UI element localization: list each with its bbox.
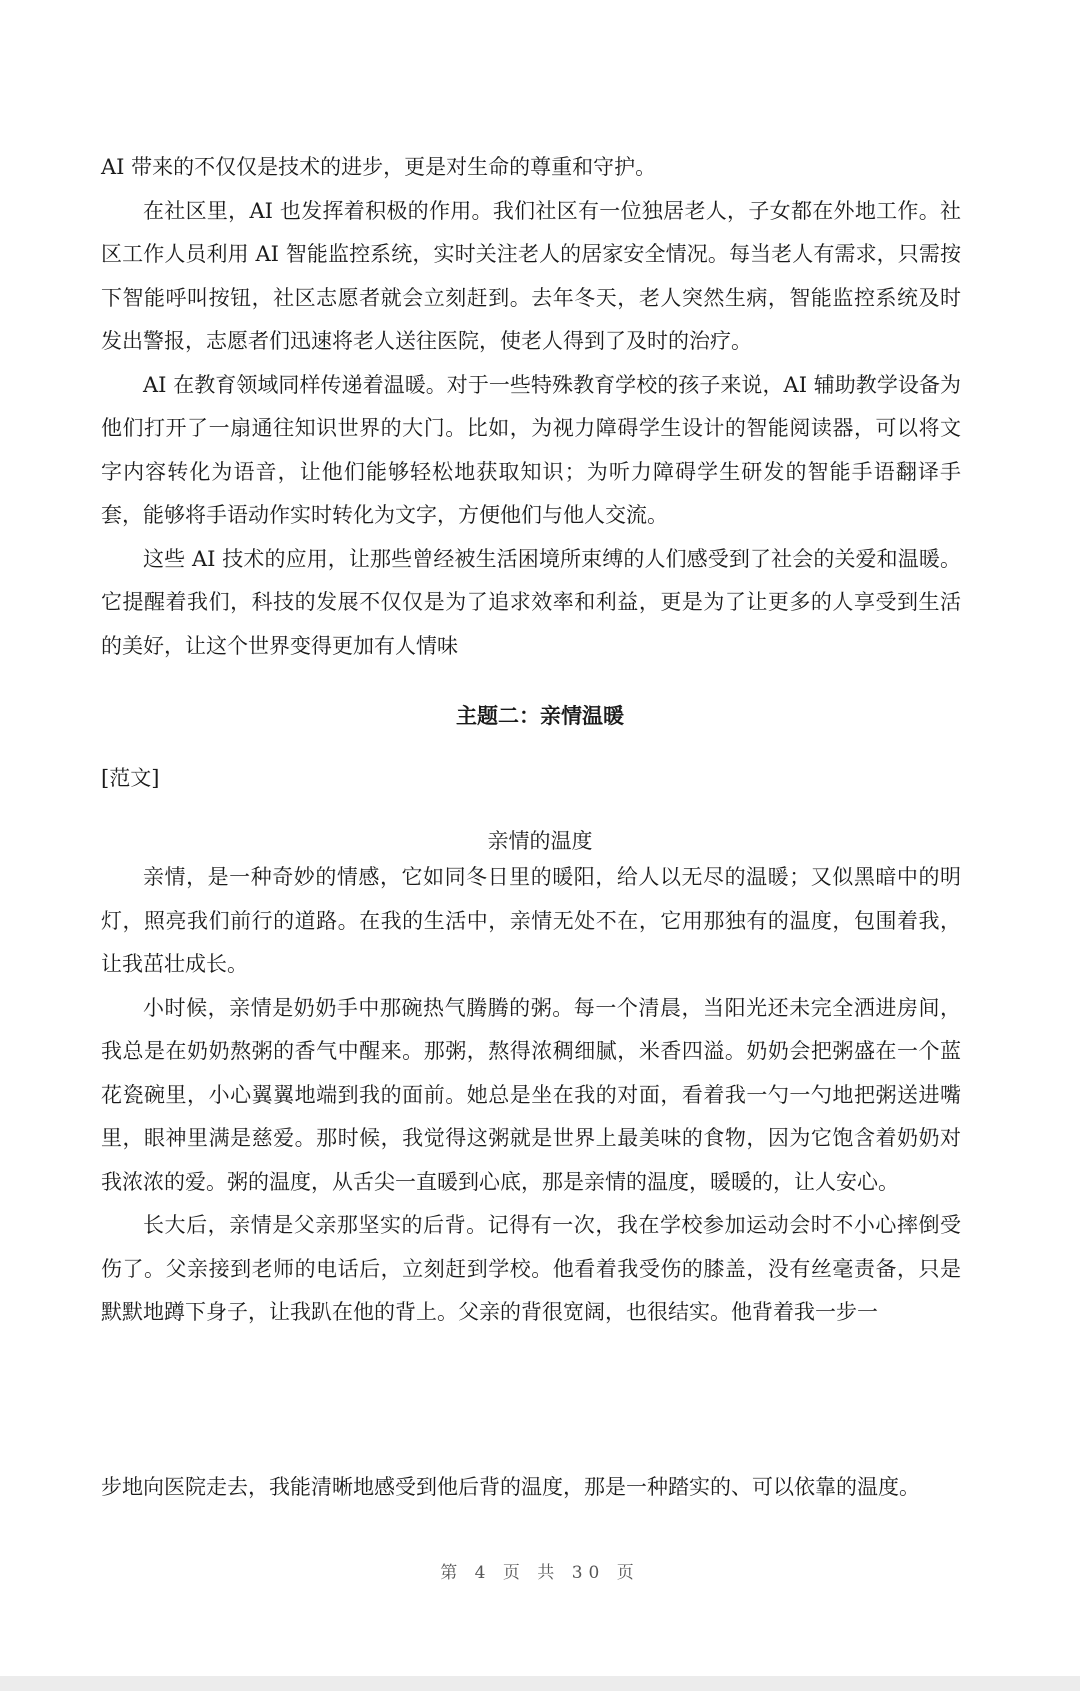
paragraph: AI 带来的不仅仅是技术的进步，更是对生命的尊重和守护。 — [101, 155, 657, 179]
sample-label: [范文] — [101, 766, 160, 790]
essay-body — [101, 856, 961, 1335]
paragraph: 在社区里，AI 也发挥着积极的作用。我们社区有一位独居老人，子女都在外地工作。社区工作人员利用 AI 智能监控系统，实时关注老人的居家安全情况。每当老人有需求，只需按下智能呼叫按钮，社区志愿者就会立刻赶到。去年冬天，老人突然生病，智能监控系统及时发出警报，志愿者们迅速将老人送往医院，使老人得到了及时的治疗。 — [101, 198, 961, 353]
paragraph: AI 在教育领域同样传递着温暖。对于一些特殊教育学校的孩子来说，AI 辅助教学设备为他们打开了一扇通往知识世界的大门。比如，为视力障碍学生设计的智能阅读器，可以将文字内容转化为语音，让他们能够轻松地获取知识；为听力障碍学生研发的智能手语翻译手套，能够将手语动作实时转化为文字，方便他们与他人交流。 — [101, 372, 961, 527]
paragraph: 这些 AI 技术的应用，让那些曾经被生活困境所束缚的人们感受到了社会的关爱和温暖。它提醒着我们，科技的发展不仅仅是为了追求效率和利益，更是为了让更多的人享受到生活的美好，让这个世界变得更加有人情味 — [101, 546, 961, 658]
body-text-top — [101, 146, 961, 668]
section-heading: 主题二：亲情温暖 — [456, 704, 624, 728]
essay-title: 亲情的温度 — [487, 829, 593, 853]
paragraph: 长大后，亲情是父亲那坚实的后背。记得有一次，我在学校参加运动会时不小心摔倒受伤了。父亲接到老师的电话后，立刻赶到学校。他看着我受伤的膝盖，没有丝毫责备，只是默默地蹲下身子，让我趴在他的背上。父亲的背很宽阔，也很结实。他背着我一步一 — [101, 1213, 961, 1324]
paragraph: 亲情，是一种奇妙的情感，它如同冬日里的暖阳，给人以无尽的温暖；又似黑暗中的明灯，照亮我们前行的道路。在我的生活中，亲情无处不在，它用那独有的温度，包围着我，让我茁壮成长。 — [101, 865, 961, 976]
page-number-footer: 第 4 页 共 30 页 — [440, 1563, 640, 1583]
paragraph: 步地向医院走去，我能清晰地感受到他后背的温度，那是一种踏实的、可以依靠的温度。 — [101, 1475, 920, 1499]
continued-text — [101, 1466, 961, 1510]
paragraph: 小时候，亲情是奶奶手中那碗热气腾腾的粥。每一个清晨，当阳光还未完全洒进房间，我总是在奶奶熬粥的香气中醒来。那粥，熬得浓稠细腻，米香四溢。奶奶会把粥盛在一个蓝花瓷碗里，小心翼翼地端到我的面前。她总是坐在我的对面，看着我一勺一勺地把粥送进嘴里，眼神里满是慈爱。那时候，我觉得这粥就是世界上最美味的食物，因为它饱含着奶奶对我浓浓的爱。粥的温度，从舌尖一直暖到心底，那是亲情的温度，暖暖的，让人安心。 — [101, 995, 961, 1194]
